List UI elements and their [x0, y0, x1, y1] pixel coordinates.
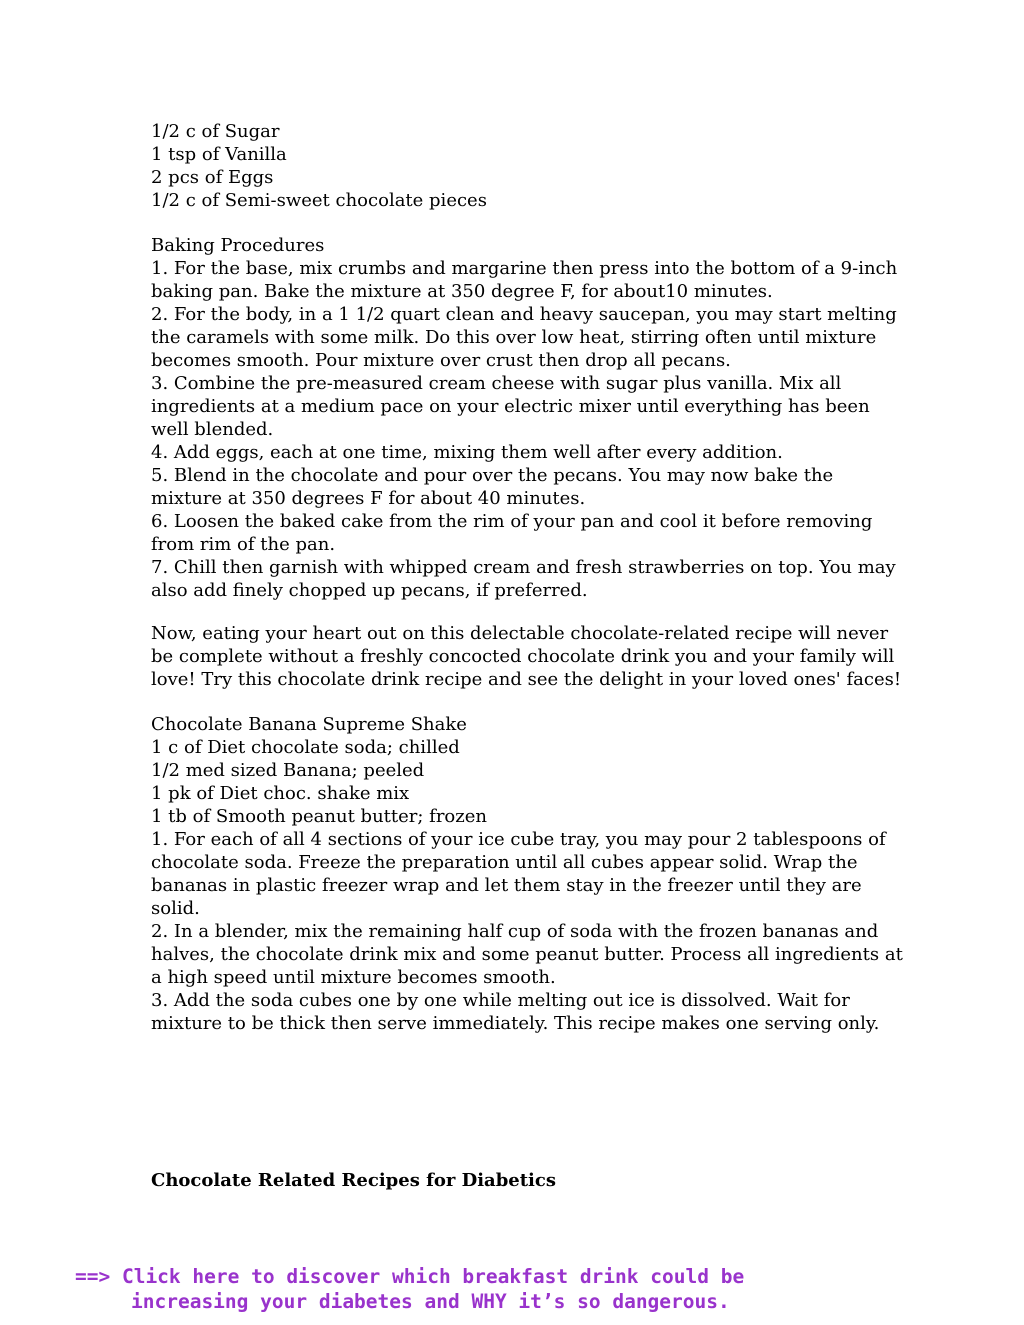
baking-step-line: becomes smooth. Pour mixture over crust then drop all pecans. [151, 350, 731, 371]
recipe-line: halves, the chocolate drink mix and some peanut butter. Process all ingredients at [151, 944, 903, 965]
recipe-line: 1. For each of all 4 sections of your ice cube tray, you may pour 2 tablespoons of [151, 829, 886, 850]
paragraph-line: Now, eating your heart out on this delectable chocolate-related recipe will never [151, 623, 889, 644]
baking-step-line: from rim of the pan. [151, 534, 336, 555]
baking-step-line: the caramels with some milk. Do this over low heat, stirring often until mixture [151, 327, 877, 348]
ingredient-line: 1/2 c of Semi-sweet chocolate pieces [151, 190, 487, 211]
paragraph-line: love! Try this chocolate drink recipe and see the delight in your loved ones' faces! [151, 669, 902, 690]
recipe-line: mixture to be thick then serve immediately. This recipe makes one serving only. [151, 1013, 880, 1034]
baking-step-line: 6. Loosen the baked cake from the rim of your pan and cool it before removing [151, 511, 873, 532]
recipe-line: a high speed until mixture becomes smooth. [151, 967, 556, 988]
promo-link-line[interactable]: increasing your diabetes and WHY it’s so dangerous. [131, 1290, 730, 1313]
section-heading: Chocolate Related Recipes for Diabetics [151, 1170, 556, 1191]
baking-step-line: 4. Add eggs, each at one time, mixing them well after every addition. [151, 442, 783, 463]
ingredient-line: 1 tsp of Vanilla [151, 144, 287, 165]
baking-step-line: ingredients at a medium pace on your electric mixer until everything has been [151, 396, 870, 417]
promo-link-line[interactable]: ==> Click here to discover which breakfast drink could be [75, 1265, 745, 1288]
recipe-line: 2. In a blender, mix the remaining half cup of soda with the frozen bananas and [151, 921, 879, 942]
ingredient-list [151, 120, 881, 212]
baking-heading: Baking Procedures [151, 235, 325, 256]
recipe-line: chocolate soda. Freeze the preparation until all cubes appear solid. Wrap the [151, 852, 858, 873]
recipe-line: 3. Add the soda cubes one by one while melting out ice is dissolved. Wait for [151, 990, 850, 1011]
baking-step-line: mixture at 350 degrees F for about 40 minutes. [151, 488, 586, 509]
recipe-line: 1/2 med sized Banana; peeled [151, 760, 425, 781]
recipe-line: 1 c of Diet chocolate soda; chilled [151, 737, 460, 758]
baking-step-line: 3. Combine the pre-measured cream cheese with sugar plus vanilla. Mix all [151, 373, 842, 394]
recipe-line: bananas in plastic freezer wrap and let them stay in the freezer until they are [151, 875, 862, 896]
baking-step-line: baking pan. Bake the mixture at 350 degree F, for about10 minutes. [151, 281, 773, 302]
shake-recipe [151, 713, 903, 1035]
intro-paragraph [151, 622, 902, 691]
baking-step-line: well blended. [151, 419, 274, 440]
ingredient-line: 2 pcs of Eggs [151, 167, 274, 188]
baking-step-line: also add finely chopped up pecans, if preferred. [151, 580, 588, 601]
recipe-line: solid. [151, 898, 200, 919]
recipe-title: Chocolate Banana Supreme Shake [151, 714, 467, 735]
baking-step-line: 5. Blend in the chocolate and pour over the pecans. You may now bake the [151, 465, 834, 486]
baking-procedures [151, 234, 898, 602]
baking-step-line: 2. For the body, in a 1 1/2 quart clean and heavy saucepan, you may start melting [151, 304, 897, 325]
ingredient-line: 1/2 c of Sugar [151, 121, 280, 142]
promo-link[interactable] [75, 1264, 744, 1314]
baking-step-line: 1. For the base, mix crumbs and margarine then press into the bottom of a 9-inch [151, 258, 898, 279]
baking-step-line: 7. Chill then garnish with whipped cream and fresh strawberries on top. You may [151, 557, 896, 578]
recipe-line: 1 tb of Smooth peanut butter; frozen [151, 806, 487, 827]
recipe-line: 1 pk of Diet choc. shake mix [151, 783, 410, 804]
paragraph-line: be complete without a freshly concocted chocolate drink you and your family will [151, 646, 895, 667]
